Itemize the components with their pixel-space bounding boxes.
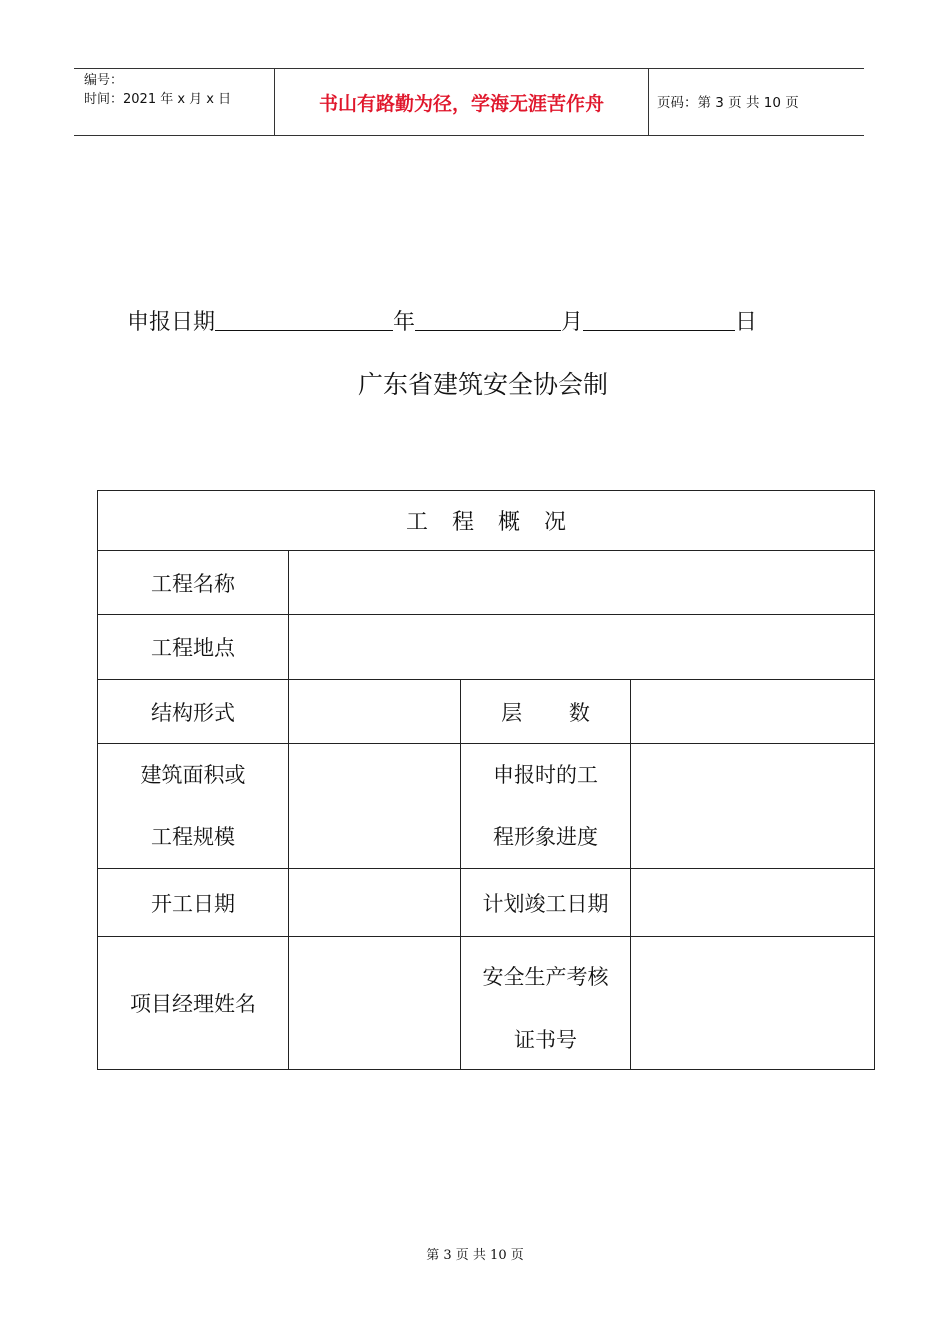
year-label: 年 [393, 310, 416, 335]
time-label: 时间：2021 年 x 月 x 日 [84, 92, 232, 107]
safety-cert-label-line2: 证书号 [514, 1028, 577, 1052]
safety-cert-label [461, 937, 631, 1070]
page-header [74, 68, 864, 136]
day-label: 日 [735, 310, 758, 335]
building-area-label-line2: 工程规模 [151, 825, 235, 849]
application-date-label: 申报日期 [127, 310, 216, 335]
progress-label-line2: 程形象进度 [493, 825, 598, 849]
day-blank[interactable] [583, 304, 735, 331]
project-location-field[interactable] [289, 615, 875, 680]
building-area-field[interactable] [289, 744, 461, 869]
progress-field[interactable] [631, 744, 875, 869]
project-overview-table [97, 490, 875, 1070]
start-date-field[interactable] [289, 869, 461, 937]
structure-type-field[interactable] [289, 680, 461, 744]
safety-cert-field[interactable] [631, 937, 875, 1070]
header-page-number: 页码：第 3 页 共 10 页 [657, 95, 799, 111]
structure-type-label: 结构形式 [98, 680, 289, 744]
start-date-label: 开工日期 [98, 869, 289, 937]
progress-label-line1: 申报时的工 [493, 763, 598, 787]
floors-field[interactable] [631, 680, 875, 744]
year-blank[interactable] [215, 304, 393, 331]
project-name-field[interactable] [289, 551, 875, 615]
planned-completion-label: 计划竣工日期 [461, 869, 631, 937]
header-pager-cell [649, 69, 864, 135]
project-manager-label: 项目经理姓名 [98, 937, 289, 1070]
page-footer: 第 3 页 共 10 页 [426, 1248, 524, 1263]
project-manager-field[interactable] [289, 937, 461, 1070]
floors-label: 层 数 [461, 680, 631, 744]
progress-label [461, 744, 631, 869]
issuer-title: 广东省建筑安全协会制 [357, 370, 608, 399]
project-location-label: 工程地点 [98, 615, 289, 680]
header-motto-cell [275, 69, 649, 135]
month-label: 月 [561, 310, 584, 335]
project-name-label: 工程名称 [98, 551, 289, 615]
building-area-label-line1: 建筑面积或 [140, 763, 246, 787]
table-title: 工程概况 [98, 491, 875, 551]
header-motto: 书山有路勤为径，学海无涯苦作舟 [318, 93, 604, 115]
planned-completion-field[interactable] [631, 869, 875, 937]
month-blank[interactable] [415, 304, 561, 331]
safety-cert-label-line1: 安全生产考核 [482, 965, 609, 989]
application-date-line [127, 304, 757, 340]
header-meta-cell [74, 69, 275, 135]
building-area-label [98, 744, 289, 869]
serial-number-label: 编号： [84, 73, 124, 88]
